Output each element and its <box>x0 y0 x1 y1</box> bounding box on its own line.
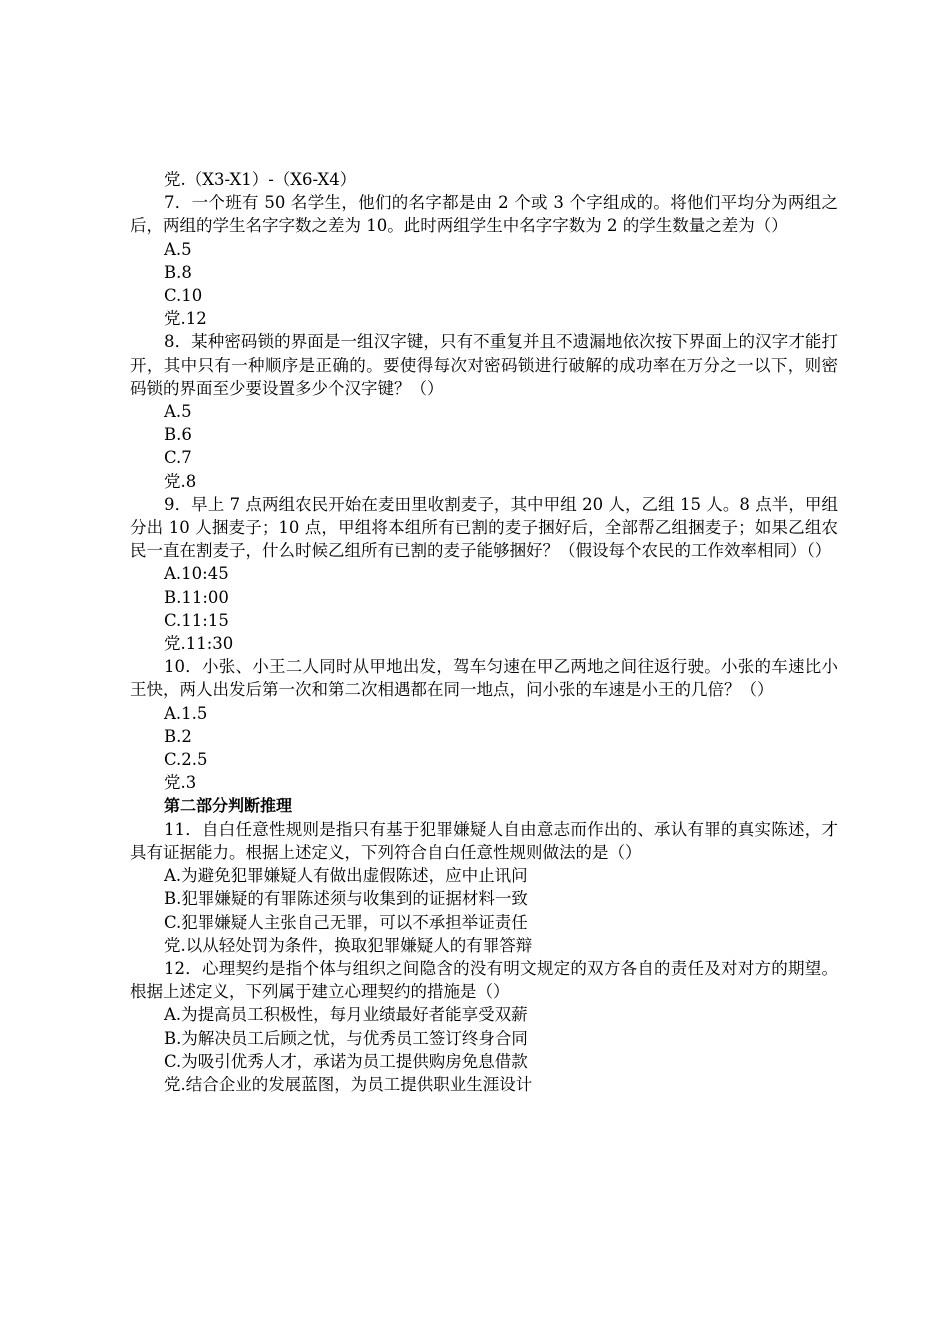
document-body <box>130 168 838 1096</box>
question-10-option-c: C.2.5 <box>164 750 208 770</box>
question-7-option-c: C.10 <box>164 286 203 306</box>
previous-answer-option: 党.（X3-X1）-（X6-X4） <box>164 170 357 189</box>
question-12-option-b: B.为解决员工后顾之忧，与优秀员工签订终身合同 <box>164 1028 528 1048</box>
question-7-option-a: A.5 <box>164 239 192 259</box>
question-7-option-d: 党.12 <box>164 309 207 329</box>
question-7-stem: 7．一个班有 50 名学生，他们的名字都是由 2 个或 3 个字组成的。将他们平均分为两组之后，两组的学生名字字数之差为 10。此时两组学生中名字字数为 2 的学生数量之差为（） <box>130 193 838 236</box>
question-9-option-c: C.11:15 <box>164 610 229 630</box>
question-9-stem: 9．早上 7 点两组农民开始在麦田里收割麦子，其中甲组 20 人，乙组 15 人。8 点半，甲组分出 10 人捆麦子；10 点，甲组将本组所有已割的麦子捆好后，全部帮乙组捆麦子；如果乙组农民一直在割麦子，什么时候乙组所有已割的麦子能够捆好？（假设每个农民的工作效率相同）（） <box>130 494 838 561</box>
question-8-option-c: C.7 <box>164 448 192 468</box>
question-12-option-a: A.为提高员工积极性，每月业绩最好者能享受双薪 <box>164 1005 528 1025</box>
question-11-option-b: B.犯罪嫌疑的有罪陈述须与收集到的证据材料一致 <box>164 889 528 909</box>
question-10-option-b: B.2 <box>164 726 192 746</box>
question-9-option-a: A.10:45 <box>164 564 229 584</box>
question-11-option-c: C.犯罪嫌疑人主张自己无罪，可以不承担举证责任 <box>164 912 528 932</box>
section-heading: 第二部分判断推理 <box>164 796 293 816</box>
question-10-stem: 10．小张、小王二人同时从甲地出发，驾车匀速在甲乙两地之间往返行驶。小张的车速比小王快，两人出发后第一次和第二次相遇都在同一地点，问小张的车速是小王的几倍？（） <box>130 657 838 700</box>
question-9-option-b: B.11:00 <box>164 587 229 607</box>
question-12-option-d: 党.结合企业的发展蓝图，为员工提供职业生涯设计 <box>164 1074 533 1094</box>
question-11-stem: 11．自白任意性规则是指只有基于犯罪嫌疑人自由意志而作出的、承认有罪的真实陈述，才具有证据能力。根据上述定义，下列符合自白任意性规则做法的是（） <box>130 819 838 862</box>
question-9-option-d: 党.11:30 <box>164 634 234 654</box>
question-8-option-b: B.6 <box>164 425 192 445</box>
question-11-option-d: 党.以从轻处罚为条件，换取犯罪嫌疑人的有罪答辩 <box>164 935 533 955</box>
question-8-option-a: A.5 <box>164 402 192 422</box>
question-12-option-c: C.为吸引优秀人才，承诺为员工提供购房免息借款 <box>164 1051 528 1071</box>
question-7-option-b: B.8 <box>164 262 192 282</box>
question-10-option-d: 党.3 <box>164 773 197 793</box>
question-8-stem: 8．某种密码锁的界面是一组汉字键，只有不重复并且不遗漏地依次按下界面上的汉字才能打开，其中只有一种顺序是正确的。要使得每次对密码锁进行破解的成功率在万分之一以下，则密码锁的界面至少要设置多少个汉字键？（） <box>130 332 838 398</box>
question-10-option-a: A.1.5 <box>164 703 208 723</box>
question-11-option-a: A.为避免犯罪嫌疑人有做出虚假陈述，应中止讯问 <box>164 866 528 886</box>
question-12-stem: 12．心理契约是指个体与组织之间隐含的没有明文规定的双方各自的责任及对对方的期望。根据上述定义，下列属于建立心理契约的措施是（） <box>130 958 838 1002</box>
question-8-option-d: 党.8 <box>164 471 197 491</box>
